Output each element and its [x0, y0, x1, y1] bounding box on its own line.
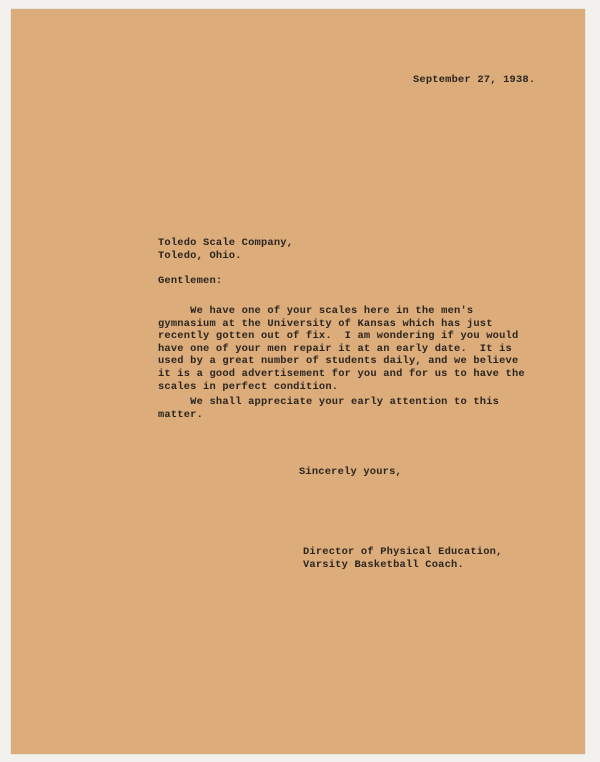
recipient-city: Toledo, Ohio. [158, 249, 242, 262]
body-paragraph-2 [158, 396, 499, 421]
letter-page [11, 9, 585, 754]
body-line: We shall appreciate your early attention to this [158, 396, 500, 408]
body-line: gymnasium at the University of Kansas which has just [158, 317, 493, 330]
body-line: matter. [158, 408, 204, 421]
closing: Sincerely yours, [299, 466, 402, 478]
body-line: it is a good advertisement for you and for us to have the [158, 367, 525, 380]
letter-date: September 27, 1938. [413, 74, 536, 86]
body-line: used by a great number of students daily, and we believe [158, 355, 519, 368]
signature-title-1: Director of Physical Education, [303, 546, 503, 558]
body-line: scales in perfect condition. [158, 380, 339, 393]
recipient-name: Toledo Scale Company, [158, 237, 294, 249]
body-line: have one of your men repair it at an early date. It is [158, 342, 512, 355]
body-line: recently gotten out of fix. I am wondering if you would [158, 330, 519, 343]
body-line: We have one of your scales here in the men's [158, 305, 474, 317]
signature-block [303, 546, 503, 571]
recipient-address [158, 237, 293, 262]
body-paragraph-1 [158, 305, 525, 393]
salutation: Gentlemen: [158, 275, 223, 287]
signature-title-2: Varsity Basketball Coach. [303, 558, 464, 571]
